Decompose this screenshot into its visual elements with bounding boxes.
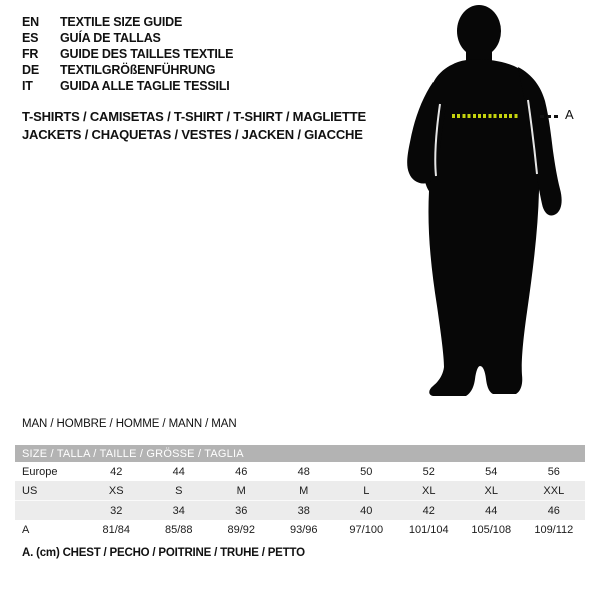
size-value-cell: 54 <box>485 465 498 478</box>
size-table <box>15 445 585 539</box>
size-value-cell: 46 <box>235 465 248 478</box>
language-row <box>22 30 233 46</box>
row-label: Europe <box>22 465 58 478</box>
size-value-cell: 89/92 <box>227 523 256 536</box>
measure-label-a: A <box>565 107 574 122</box>
size-value-cell: L <box>335 481 398 501</box>
size-value-cell: M <box>273 481 336 501</box>
size-value-cell: 109/112 <box>534 523 574 536</box>
language-code: DE <box>22 63 39 77</box>
category-line-tshirts: T-SHIRTS / CAMISETAS / T-SHIRT / T-SHIRT / MAGLIETTE <box>22 109 366 124</box>
size-value-cell: 42 <box>110 465 123 478</box>
table-row <box>15 462 585 481</box>
size-value-cell: 44 <box>172 465 185 478</box>
size-value-cell: 93/96 <box>289 523 318 536</box>
language-guide-title: GUIDA ALLE TAGLIE TESSILI <box>60 79 230 93</box>
man-silhouette-figure <box>400 4 580 402</box>
size-value-cell: 40 <box>335 501 398 521</box>
language-code: IT <box>22 79 33 93</box>
language-list <box>22 14 233 94</box>
size-value-cell: 36 <box>210 501 273 521</box>
language-row <box>22 62 233 78</box>
category-line-jackets: JACKETS / CHAQUETAS / VESTES / JACKEN / GIACCHE <box>22 127 363 142</box>
table-row <box>15 501 585 521</box>
language-guide-title: GUIDE DES TAILLES TEXTILE <box>60 47 234 61</box>
language-row <box>22 46 233 62</box>
size-value-cell: XL <box>398 481 461 501</box>
size-table-header-row <box>15 445 585 462</box>
row-label: US <box>15 481 85 501</box>
size-value-cell: 32 <box>85 501 148 521</box>
language-code: EN <box>22 15 39 29</box>
language-code: ES <box>22 31 39 45</box>
language-guide-title: TEXTILE SIZE GUIDE <box>60 15 183 29</box>
language-guide-title: GUÍA DE TALLAS <box>60 31 161 45</box>
size-value-cell: 105/108 <box>471 523 512 536</box>
language-guide-title: TEXTILGRÖßENFÜHRUNG <box>60 63 216 77</box>
man-silhouette-icon <box>400 4 572 402</box>
size-value-cell: 101/104 <box>408 523 449 536</box>
row-label: A <box>22 523 30 536</box>
language-row <box>22 14 233 30</box>
section-title-man: MAN / HOMBRE / HOMME / MANN / MAN <box>22 418 237 430</box>
row-label <box>15 501 85 521</box>
size-value-cell: 46 <box>523 501 586 521</box>
table-row <box>15 520 585 539</box>
size-value-cell: 42 <box>398 501 461 521</box>
size-value-cell: 81/84 <box>102 523 131 536</box>
size-value-cell: 34 <box>148 501 211 521</box>
table-row <box>15 481 585 501</box>
size-table-header: SIZE / TALLA / TAILLE / GRÖSSE / TAGLIA <box>15 445 585 462</box>
size-value-cell: XL <box>460 481 523 501</box>
size-value-cell: 56 <box>547 465 560 478</box>
size-value-cell: 52 <box>422 465 435 478</box>
footer-note-chest: A. (cm) CHEST / PECHO / POITRINE / TRUHE / PETTO <box>22 547 305 559</box>
measure-callout-dashes <box>540 115 561 118</box>
size-value-cell: 48 <box>297 465 310 478</box>
size-value-cell: 38 <box>273 501 336 521</box>
size-value-cell: XXL <box>523 481 586 501</box>
size-value-cell: 44 <box>460 501 523 521</box>
size-value-cell: 50 <box>360 465 373 478</box>
size-value-cell: M <box>210 481 273 501</box>
chest-measure-dashed-line <box>452 114 518 118</box>
language-code: FR <box>22 47 39 61</box>
size-value-cell: XS <box>85 481 148 501</box>
language-row <box>22 78 233 94</box>
size-value-cell: 85/88 <box>164 523 193 536</box>
size-value-cell: 97/100 <box>349 523 384 536</box>
size-value-cell: S <box>148 481 211 501</box>
garment-categories <box>22 108 366 144</box>
